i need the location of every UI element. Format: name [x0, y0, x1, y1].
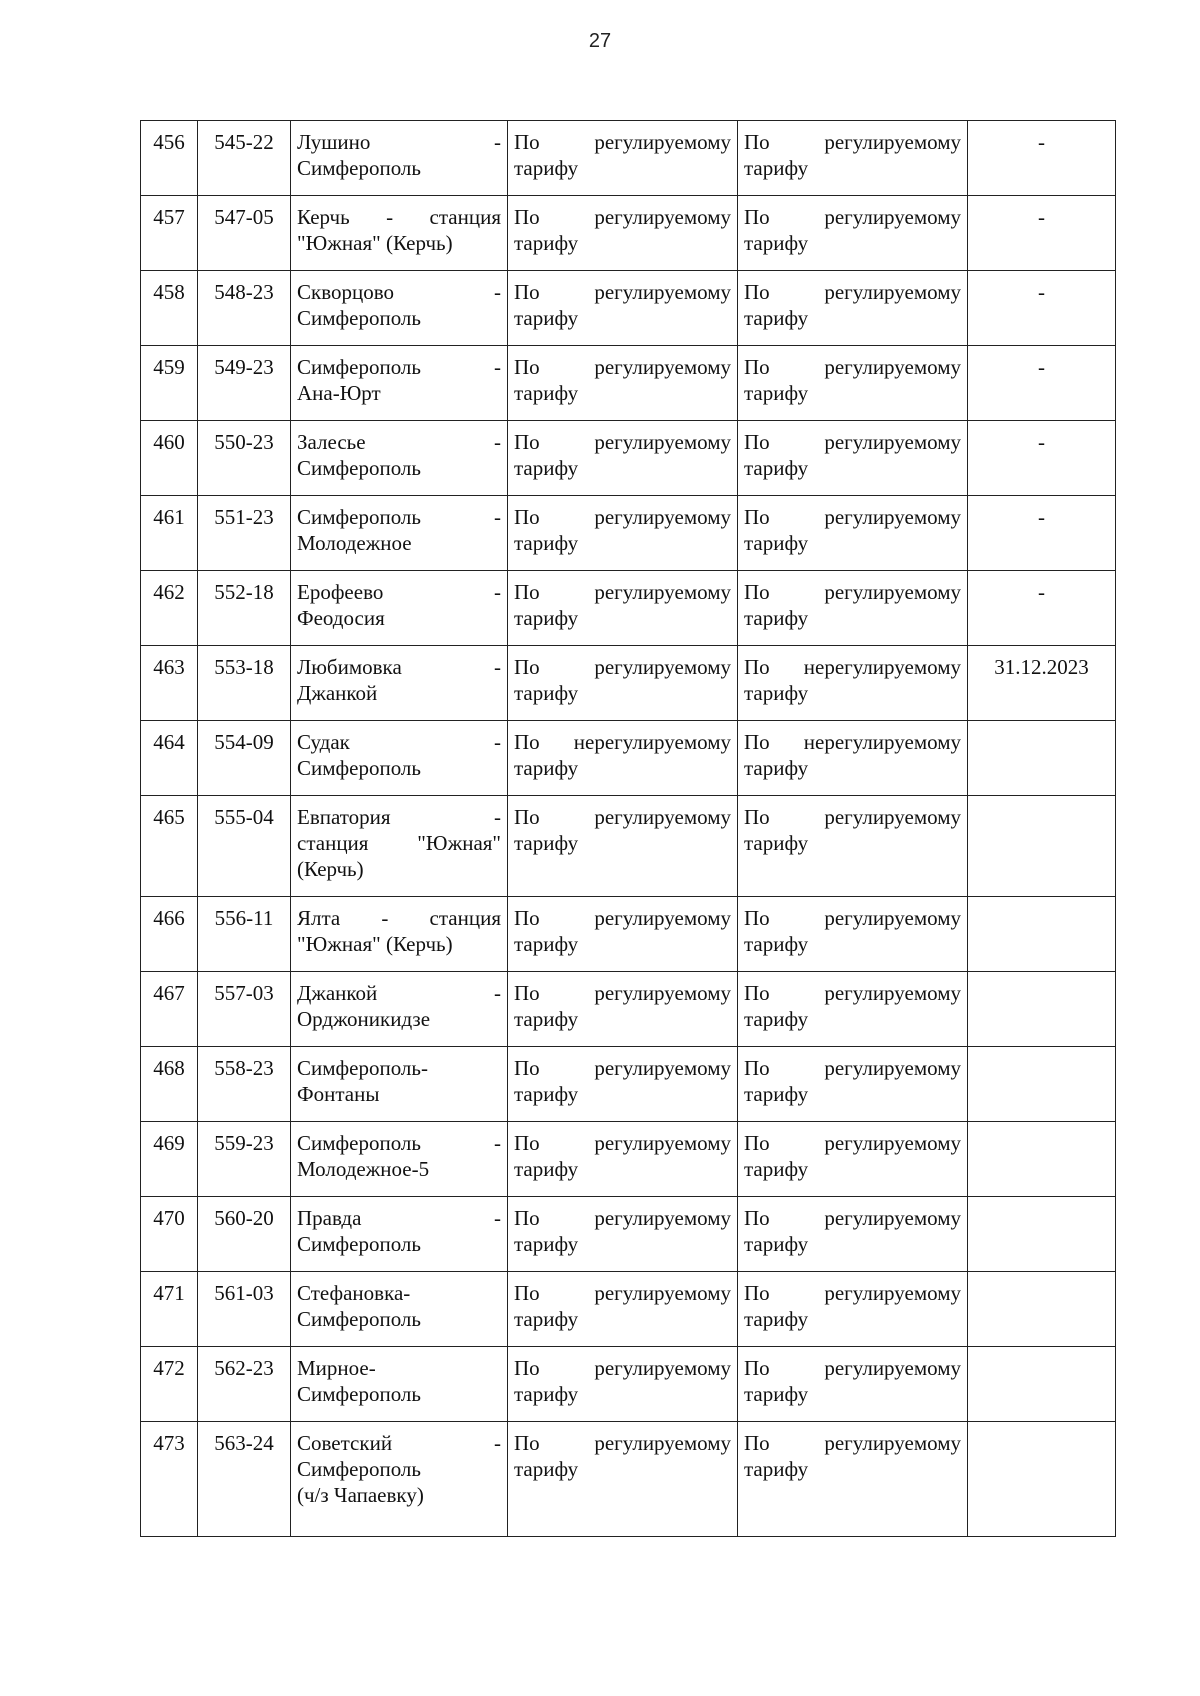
route-name-cell [291, 271, 508, 346]
route-code-cell: 562-23 [198, 1347, 291, 1422]
tariff-a-cell-line: По регулируемому [514, 205, 731, 229]
route-name-cell [291, 646, 508, 721]
route-code-cell: 555-04 [198, 796, 291, 897]
tariff-a-cell-line: тарифу [514, 456, 579, 480]
tariff-a-cell-line: тарифу [514, 1382, 579, 1406]
tariff-b-cell [738, 346, 968, 421]
route-code-cell: 549-23 [198, 346, 291, 421]
route-code-cell: 556-11 [198, 897, 291, 972]
date-cell: - [968, 271, 1116, 346]
date-cell [968, 897, 1116, 972]
tariff-b-cell [738, 571, 968, 646]
route-name-cell-line: Ана-Юрт [297, 381, 381, 405]
route-name-cell [291, 721, 508, 796]
tariff-a-cell-line: тарифу [514, 932, 579, 956]
route-name-cell-line: Судак - [297, 730, 501, 754]
tariff-a-cell [508, 1422, 738, 1537]
tariff-a-cell [508, 421, 738, 496]
tariff-b-cell [738, 421, 968, 496]
tariff-a-cell-line: По регулируемому [514, 430, 731, 454]
route-name-cell-line: Джанкой [297, 681, 378, 705]
route-code-cell: 558-23 [198, 1047, 291, 1122]
tariff-a-cell-line: По регулируемому [514, 805, 731, 829]
tariff-b-cell [738, 1272, 968, 1347]
tariff-a-cell [508, 196, 738, 271]
route-name-cell-line: Молодежное [297, 531, 412, 555]
route-code-cell: 547-05 [198, 196, 291, 271]
tariff-a-cell-line: тарифу [514, 1232, 579, 1256]
tariff-a-cell-line: По регулируемому [514, 1056, 731, 1080]
tariff-a-cell-line: По регулируемому [514, 130, 731, 154]
tariff-a-cell-line: По регулируемому [514, 1356, 731, 1380]
tariff-b-cell-line: тарифу [744, 756, 809, 780]
date-cell [968, 1197, 1116, 1272]
tariff-a-cell [508, 721, 738, 796]
table-row [141, 1197, 1116, 1272]
tariff-a-cell-line: тарифу [514, 1157, 579, 1181]
tariff-a-cell-line: тарифу [514, 831, 579, 855]
route-name-cell-line: Феодосия [297, 606, 385, 630]
date-cell [968, 796, 1116, 897]
tariff-b-cell-line: По регулируемому [744, 205, 961, 229]
route-code-cell: 550-23 [198, 421, 291, 496]
row-number-cell: 461 [141, 496, 198, 571]
date-cell: - [968, 571, 1116, 646]
route-name-cell-line: Ялта - станция [297, 906, 501, 930]
tariff-a-cell-line: тарифу [514, 1307, 579, 1331]
route-name-cell [291, 1422, 508, 1537]
route-name-cell [291, 1122, 508, 1197]
date-cell [968, 972, 1116, 1047]
route-name-cell-line: Симферополь [297, 306, 421, 330]
date-cell [968, 1422, 1116, 1537]
row-number-cell: 466 [141, 897, 198, 972]
page-number: 27 [588, 30, 612, 52]
route-name-cell [291, 1272, 508, 1347]
tariff-b-cell-line: тарифу [744, 456, 809, 480]
tariff-b-cell-line: По регулируемому [744, 1356, 961, 1380]
tariff-b-cell [738, 1047, 968, 1122]
route-name-cell-line: Симферополь - [297, 355, 501, 379]
table-row [141, 1422, 1116, 1537]
tariff-a-cell-line: По регулируемому [514, 505, 731, 529]
table-row [141, 421, 1116, 496]
date-cell [968, 1347, 1116, 1422]
tariff-b-cell-line: По регулируемому [744, 1056, 961, 1080]
tariff-b-cell-line: По регулируемому [744, 130, 961, 154]
route-name-cell-line: Молодежное-5 [297, 1157, 430, 1181]
tariff-a-cell-line: тарифу [514, 156, 579, 180]
tariff-b-cell-line: По нерегулируемому [744, 655, 961, 679]
tariff-a-cell-line: По регулируемому [514, 906, 731, 930]
tariff-b-cell-line: тарифу [744, 932, 809, 956]
route-name-cell-line: "Южная" (Керчь) [297, 231, 453, 255]
tariff-b-cell [738, 196, 968, 271]
tariff-b-cell-line: По регулируемому [744, 1206, 961, 1230]
tariff-b-cell-line: тарифу [744, 1382, 809, 1406]
table-row [141, 796, 1116, 897]
route-code-cell: 557-03 [198, 972, 291, 1047]
row-number-cell: 465 [141, 796, 198, 897]
routes-table-body [141, 121, 1116, 1537]
tariff-b-cell-line: По регулируемому [744, 1131, 961, 1155]
tariff-b-cell-line: По регулируемому [744, 430, 961, 454]
route-name-cell [291, 346, 508, 421]
date-cell: - [968, 496, 1116, 571]
tariff-b-cell [738, 796, 968, 897]
table-row [141, 972, 1116, 1047]
tariff-b-cell [738, 721, 968, 796]
route-name-cell [291, 897, 508, 972]
route-name-cell-line: Симферополь - [297, 505, 501, 529]
tariff-b-cell-line: тарифу [744, 156, 809, 180]
tariff-a-cell [508, 646, 738, 721]
tariff-a-cell-line: тарифу [514, 1457, 579, 1481]
row-number-cell: 462 [141, 571, 198, 646]
route-name-cell-line: Симферополь [297, 1457, 421, 1481]
tariff-a-cell [508, 1197, 738, 1272]
tariff-a-cell [508, 121, 738, 196]
route-name-cell-line: Симферополь- [297, 1056, 428, 1080]
table-row [141, 346, 1116, 421]
tariff-b-cell-line: тарифу [744, 831, 809, 855]
tariff-a-cell-line: тарифу [514, 606, 579, 630]
route-name-cell-line: Любимовка - [297, 655, 501, 679]
route-name-cell-line: Ерофеево - [297, 580, 501, 604]
tariff-a-cell-line: По регулируемому [514, 1206, 731, 1230]
tariff-a-cell-line: тарифу [514, 381, 579, 405]
row-number-cell: 471 [141, 1272, 198, 1347]
tariff-b-cell [738, 496, 968, 571]
row-number-cell: 473 [141, 1422, 198, 1537]
route-name-cell-line: Симферополь [297, 156, 421, 180]
tariff-b-cell-line: По регулируемому [744, 981, 961, 1005]
route-name-cell [291, 421, 508, 496]
route-name-cell-line: Евпатория - [297, 805, 501, 829]
route-name-cell [291, 972, 508, 1047]
tariff-b-cell-line: По регулируемому [744, 580, 961, 604]
date-cell: 31.12.2023 [968, 646, 1116, 721]
route-name-cell-line: станция "Южная" [297, 831, 501, 855]
table-row [141, 897, 1116, 972]
route-name-cell-line: Симферополь [297, 756, 421, 780]
route-name-cell-line: "Южная" (Керчь) [297, 932, 453, 956]
route-name-cell-line: (ч/з Чапаевку) [297, 1483, 424, 1507]
date-cell: - [968, 421, 1116, 496]
tariff-a-cell-line: тарифу [514, 1082, 579, 1106]
route-name-cell-line: Симферополь [297, 456, 421, 480]
table-row [141, 1122, 1116, 1197]
tariff-b-cell-line: тарифу [744, 231, 809, 255]
date-cell [968, 1272, 1116, 1347]
tariff-a-cell [508, 346, 738, 421]
route-name-cell-line: Скворцово - [297, 280, 501, 304]
route-code-cell: 559-23 [198, 1122, 291, 1197]
tariff-a-cell-line: тарифу [514, 531, 579, 555]
route-name-cell-line: Мирное- [297, 1356, 376, 1380]
tariff-a-cell-line: По регулируемому [514, 580, 731, 604]
tariff-a-cell-line: тарифу [514, 756, 579, 780]
route-code-cell: 553-18 [198, 646, 291, 721]
row-number-cell: 458 [141, 271, 198, 346]
tariff-a-cell [508, 796, 738, 897]
route-name-cell-line: Орджоникидзе [297, 1007, 431, 1031]
route-name-cell [291, 1197, 508, 1272]
routes-table [140, 120, 1116, 1537]
table-row [141, 496, 1116, 571]
route-name-cell [291, 1047, 508, 1122]
date-cell: - [968, 346, 1116, 421]
route-code-cell: 554-09 [198, 721, 291, 796]
row-number-cell: 464 [141, 721, 198, 796]
table-row [141, 271, 1116, 346]
route-name-cell [291, 196, 508, 271]
route-code-cell: 563-24 [198, 1422, 291, 1537]
row-number-cell: 467 [141, 972, 198, 1047]
tariff-a-cell-line: По регулируемому [514, 355, 731, 379]
tariff-b-cell-line: тарифу [744, 381, 809, 405]
tariff-a-cell [508, 1347, 738, 1422]
tariff-a-cell-line: тарифу [514, 231, 579, 255]
row-number-cell: 468 [141, 1047, 198, 1122]
route-name-cell-line: Симферополь [297, 1232, 421, 1256]
route-name-cell-line: Правда - [297, 1206, 501, 1230]
tariff-b-cell [738, 121, 968, 196]
route-name-cell-line: Джанкой - [297, 981, 501, 1005]
tariff-b-cell [738, 646, 968, 721]
route-name-cell [291, 121, 508, 196]
tariff-a-cell-line: тарифу [514, 306, 579, 330]
row-number-cell: 472 [141, 1347, 198, 1422]
tariff-b-cell-line: тарифу [744, 606, 809, 630]
tariff-b-cell-line: По регулируемому [744, 906, 961, 930]
tariff-a-cell [508, 972, 738, 1047]
route-name-cell [291, 496, 508, 571]
route-name-cell-line: Залесье - [297, 430, 501, 454]
date-cell [968, 721, 1116, 796]
route-name-cell [291, 796, 508, 897]
tariff-b-cell-line: По регулируемому [744, 1431, 961, 1455]
tariff-b-cell-line: По регулируемому [744, 505, 961, 529]
route-code-cell: 551-23 [198, 496, 291, 571]
date-cell [968, 1047, 1116, 1122]
tariff-a-cell-line: По регулируемому [514, 1431, 731, 1455]
route-name-cell-line: Стефановка- [297, 1281, 411, 1305]
tariff-a-cell [508, 496, 738, 571]
row-number-cell: 459 [141, 346, 198, 421]
tariff-b-cell-line: По регулируемому [744, 280, 961, 304]
tariff-b-cell [738, 897, 968, 972]
route-name-cell-line: Фонтаны [297, 1082, 380, 1106]
tariff-a-cell [508, 1047, 738, 1122]
tariff-b-cell-line: тарифу [744, 1307, 809, 1331]
route-name-cell-line: Советский - [297, 1431, 501, 1455]
route-name-cell-line: Симферополь - [297, 1131, 501, 1155]
tariff-b-cell [738, 1347, 968, 1422]
tariff-b-cell-line: тарифу [744, 1232, 809, 1256]
date-cell: - [968, 196, 1116, 271]
tariff-a-cell-line: По регулируемому [514, 280, 731, 304]
tariff-a-cell [508, 271, 738, 346]
tariff-a-cell [508, 571, 738, 646]
route-code-cell: 560-20 [198, 1197, 291, 1272]
table-row [141, 121, 1116, 196]
row-number-cell: 456 [141, 121, 198, 196]
route-name-cell-line: Керчь - станция [297, 205, 501, 229]
tariff-b-cell-line: тарифу [744, 1082, 809, 1106]
table-row [141, 721, 1116, 796]
route-name-cell-line: (Керчь) [297, 857, 364, 881]
row-number-cell: 460 [141, 421, 198, 496]
tariff-a-cell-line: тарифу [514, 681, 579, 705]
tariff-b-cell-line: тарифу [744, 1007, 809, 1031]
table-row [141, 571, 1116, 646]
tariff-b-cell-line: По регулируемому [744, 805, 961, 829]
route-name-cell-line: Лушино - [297, 130, 501, 154]
row-number-cell: 469 [141, 1122, 198, 1197]
tariff-b-cell [738, 972, 968, 1047]
table-row [141, 196, 1116, 271]
tariff-b-cell-line: тарифу [744, 531, 809, 555]
tariff-b-cell-line: По регулируемому [744, 1281, 961, 1305]
tariff-a-cell [508, 1122, 738, 1197]
route-code-cell: 545-22 [198, 121, 291, 196]
route-code-cell: 552-18 [198, 571, 291, 646]
tariff-b-cell-line: тарифу [744, 1157, 809, 1181]
table-row [141, 1047, 1116, 1122]
tariff-a-cell-line: По регулируемому [514, 655, 731, 679]
tariff-a-cell-line: тарифу [514, 1007, 579, 1031]
route-name-cell-line: Симферополь [297, 1382, 421, 1406]
route-code-cell: 548-23 [198, 271, 291, 346]
tariff-b-cell [738, 271, 968, 346]
route-name-cell-line: Симферополь [297, 1307, 421, 1331]
table-row [141, 1272, 1116, 1347]
date-cell [968, 1122, 1116, 1197]
route-name-cell [291, 1347, 508, 1422]
tariff-b-cell-line: По нерегулируемому [744, 730, 961, 754]
row-number-cell: 457 [141, 196, 198, 271]
date-cell: - [968, 121, 1116, 196]
tariff-a-cell-line: По регулируемому [514, 981, 731, 1005]
table-row [141, 646, 1116, 721]
row-number-cell: 470 [141, 1197, 198, 1272]
tariff-b-cell-line: тарифу [744, 681, 809, 705]
tariff-a-cell-line: По регулируемому [514, 1281, 731, 1305]
tariff-a-cell-line: По нерегулируемому [514, 730, 731, 754]
row-number-cell: 463 [141, 646, 198, 721]
tariff-b-cell-line: тарифу [744, 1457, 809, 1481]
tariff-b-cell [738, 1122, 968, 1197]
tariff-b-cell [738, 1422, 968, 1537]
tariff-a-cell [508, 897, 738, 972]
route-code-cell: 561-03 [198, 1272, 291, 1347]
tariff-b-cell [738, 1197, 968, 1272]
table-row [141, 1347, 1116, 1422]
tariff-b-cell-line: тарифу [744, 306, 809, 330]
tariff-a-cell-line: По регулируемому [514, 1131, 731, 1155]
tariff-a-cell [508, 1272, 738, 1347]
route-name-cell [291, 571, 508, 646]
tariff-b-cell-line: По регулируемому [744, 355, 961, 379]
